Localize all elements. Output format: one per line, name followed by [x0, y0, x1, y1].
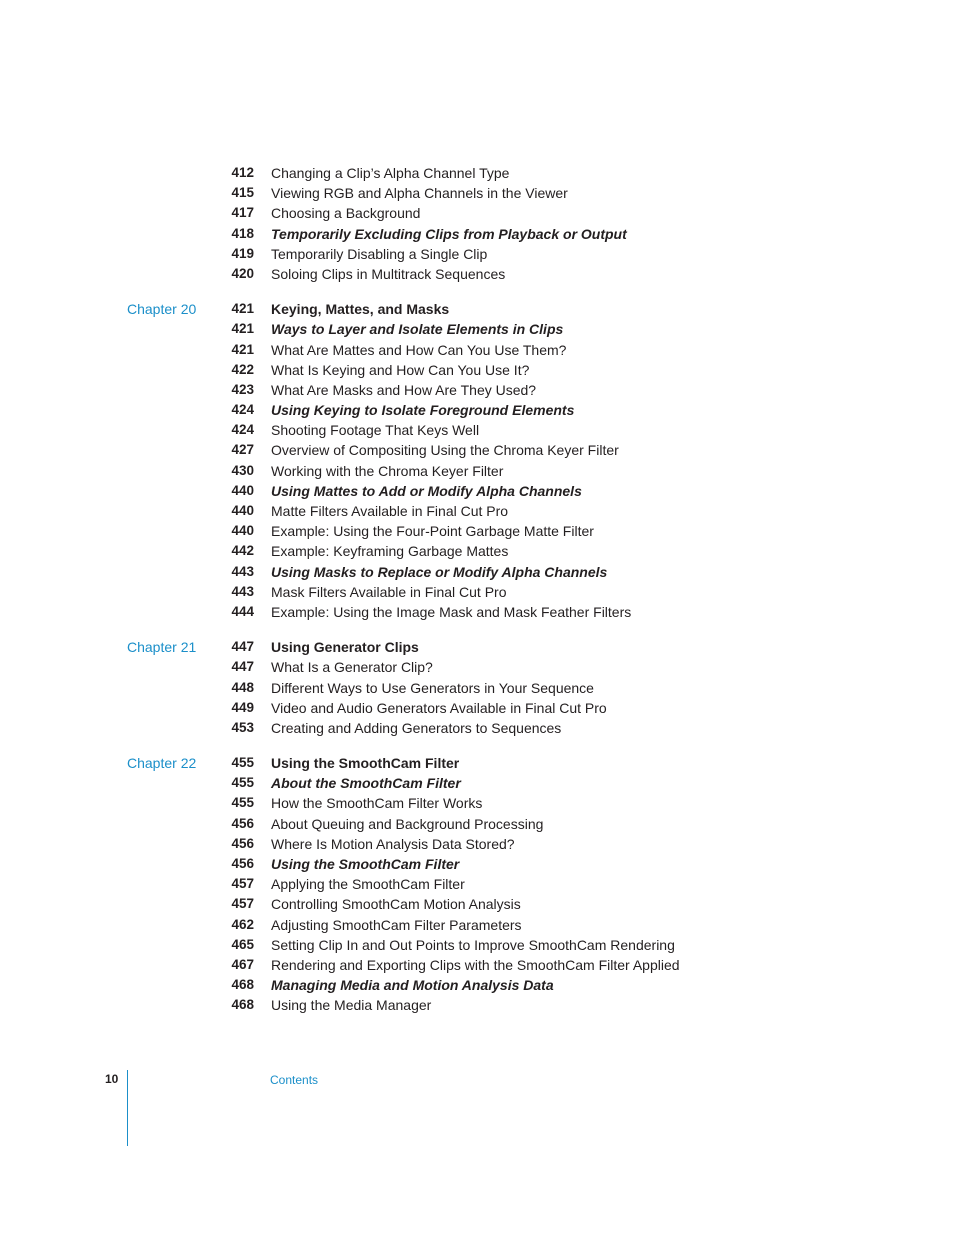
entry-title: Applying the SmoothCam Filter: [271, 876, 465, 893]
entry-title: Setting Clip In and Out Points to Improve SmoothCam Rendering: [271, 936, 675, 953]
entry-page-number: 421: [231, 341, 254, 357]
entry-page-number: 421: [231, 321, 254, 337]
entry-title: About Queuing and Background Processing: [271, 815, 544, 832]
entry-title: Overview of Compositing Using the Chroma Keyer Filter: [271, 442, 619, 459]
toc-entry[interactable]: [0, 183, 954, 203]
toc-entry[interactable]: [0, 773, 954, 793]
entry-title: Using Generator Clips: [271, 639, 419, 656]
toc-entry[interactable]: [0, 299, 954, 319]
toc-entry[interactable]: [0, 793, 954, 813]
entry-title: Shooting Footage That Keys Well: [271, 422, 480, 439]
entry-page-number: 456: [231, 815, 254, 831]
entry-page-number: 468: [231, 977, 254, 993]
toc-section: [0, 163, 954, 284]
entry-page-number: 440: [231, 523, 254, 539]
toc-entry[interactable]: [0, 562, 954, 582]
toc-entry[interactable]: [0, 501, 954, 521]
toc-entry[interactable]: [0, 319, 954, 339]
entry-title: How the SmoothCam Filter Works: [271, 795, 483, 812]
entry-title: Ways to Layer and Isolate Elements in Clips: [271, 321, 564, 338]
entry-title: Using the SmoothCam Filter: [271, 755, 460, 772]
toc-section: [0, 753, 954, 1015]
entry-page-number: 465: [231, 936, 254, 952]
entry-page-number: 423: [231, 381, 254, 397]
entry-title: Soloing Clips in Multitrack Sequences: [271, 265, 506, 282]
entry-title: What Are Mattes and How Can You Use Them?: [271, 341, 567, 358]
toc-entry[interactable]: [0, 380, 954, 400]
entry-page-number: 422: [231, 361, 254, 377]
toc-entry[interactable]: [0, 360, 954, 380]
toc-entry[interactable]: [0, 461, 954, 481]
entry-title: Temporarily Excluding Clips from Playback or Output: [271, 225, 627, 242]
entry-title: Keying, Mattes, and Masks: [271, 301, 450, 318]
entry-title: Creating and Adding Generators to Sequences: [271, 719, 562, 736]
entry-page-number: 427: [231, 442, 254, 458]
entry-page-number: 467: [231, 956, 254, 972]
entry-title: Adjusting SmoothCam Filter Parameters: [271, 916, 522, 933]
toc-entry[interactable]: [0, 264, 954, 284]
footer-section-label: Contents: [270, 1073, 319, 1087]
entry-page-number: 420: [231, 265, 254, 281]
toc-entry[interactable]: [0, 582, 954, 602]
entry-page-number: 440: [231, 482, 254, 498]
entry-page-number: 417: [231, 205, 254, 221]
toc-entry[interactable]: [0, 224, 954, 244]
table-of-contents: [0, 163, 954, 1016]
entry-page-number: 447: [231, 639, 254, 655]
toc-entry[interactable]: [0, 995, 954, 1015]
entry-page-number: 430: [231, 462, 254, 478]
chapter-label[interactable]: Chapter 22: [127, 755, 197, 772]
entry-page-number: 462: [231, 916, 254, 932]
toc-entry[interactable]: [0, 718, 954, 738]
toc-entry[interactable]: [0, 874, 954, 894]
toc-entry[interactable]: [0, 420, 954, 440]
entry-page-number: 442: [231, 543, 254, 559]
entry-title: Managing Media and Motion Analysis Data: [271, 977, 554, 994]
entry-title: Controlling SmoothCam Motion Analysis: [271, 896, 521, 913]
entry-page-number: 440: [231, 503, 254, 518]
entry-title: Changing a Clip’s Alpha Channel Type: [271, 165, 510, 181]
entry-page-number: 424: [231, 422, 254, 438]
entry-page-number: 412: [231, 165, 254, 180]
page-number: 10: [105, 1072, 119, 1086]
entry-title: Choosing a Background: [271, 205, 421, 222]
toc-entry[interactable]: [0, 400, 954, 420]
entry-title: Using the SmoothCam Filter: [271, 856, 460, 872]
toc-entry[interactable]: [0, 637, 954, 657]
entry-page-number: 455: [231, 755, 254, 771]
entry-page-number: 455: [231, 795, 254, 811]
toc-entry[interactable]: [0, 698, 954, 718]
entry-title: Using Masks to Replace or Modify Alpha Channels: [271, 563, 608, 580]
entry-title: What Is a Generator Clip?: [271, 659, 433, 676]
entry-title: Where Is Motion Analysis Data Stored?: [271, 835, 515, 852]
entry-page-number: 444: [231, 603, 254, 619]
entry-page-number: 449: [231, 699, 254, 715]
entry-title: Example: Keyframing Garbage Mattes: [271, 543, 509, 560]
entry-title: Example: Using the Image Mask and Mask Feather Filters: [271, 603, 632, 620]
entry-title: Using Mattes to Add or Modify Alpha Channels: [271, 482, 582, 499]
toc-entry[interactable]: [0, 244, 954, 264]
toc-entry[interactable]: [0, 163, 954, 183]
entry-page-number: 456: [231, 856, 254, 871]
toc-entry[interactable]: [0, 678, 954, 698]
entry-title: Example: Using the Four-Point Garbage Matte Filter: [271, 523, 594, 540]
footer-divider: [127, 1070, 128, 1146]
entry-page-number: 447: [231, 659, 254, 675]
entry-page-number: 443: [231, 563, 254, 579]
entry-page-number: 453: [231, 719, 254, 735]
entry-title: Working with the Chroma Keyer Filter: [271, 462, 504, 479]
toc-entry[interactable]: [0, 521, 954, 541]
toc-entry[interactable]: [0, 935, 954, 955]
entry-page-number: 457: [231, 876, 254, 892]
toc-entry[interactable]: [0, 541, 954, 561]
toc-entry[interactable]: [0, 602, 954, 622]
entry-page-number: 455: [231, 775, 254, 791]
entry-title: What Are Masks and How Are They Used?: [271, 381, 537, 398]
entry-title: About the SmoothCam Filter: [271, 775, 461, 792]
entry-title: What Is Keying and How Can You Use It?: [271, 361, 530, 378]
entry-title: Different Ways to Use Generators in Your Sequence: [271, 679, 594, 696]
toc-entry[interactable]: [0, 340, 954, 360]
entry-page-number: 424: [231, 402, 254, 418]
toc-entry[interactable]: [0, 975, 954, 995]
entry-page-number: 457: [231, 896, 254, 912]
entry-page-number: 443: [231, 583, 254, 599]
entry-title: Viewing RGB and Alpha Channels in the Viewer: [271, 185, 568, 202]
entry-title: Mask Filters Available in Final Cut Pro: [271, 583, 507, 600]
entry-page-number: 468: [231, 997, 254, 1013]
chapter-label[interactable]: Chapter 20: [127, 301, 197, 318]
entry-title: Video and Audio Generators Available in Final Cut Pro: [271, 699, 607, 716]
toc-entry[interactable]: [0, 894, 954, 914]
toc-entry[interactable]: [0, 203, 954, 223]
entry-page-number: 419: [231, 245, 254, 261]
toc-entry[interactable]: [0, 753, 954, 773]
entry-page-number: 418: [231, 225, 254, 241]
entry-page-number: 456: [231, 835, 254, 851]
toc-entry[interactable]: [0, 657, 954, 677]
toc-section: [0, 637, 954, 738]
toc-entry[interactable]: [0, 915, 954, 935]
entry-page-number: 448: [231, 679, 254, 695]
entry-page-number: 415: [231, 185, 254, 201]
chapter-label[interactable]: Chapter 21: [127, 639, 197, 656]
entry-page-number: 421: [231, 301, 254, 317]
toc-entry[interactable]: [0, 834, 954, 854]
entry-title: Using the Media Manager: [271, 997, 432, 1014]
entry-title: Temporarily Disabling a Single Clip: [271, 245, 488, 262]
toc-section: [0, 299, 954, 622]
toc-entry[interactable]: [0, 814, 954, 834]
toc-entry[interactable]: [0, 440, 954, 460]
toc-entry[interactable]: [0, 854, 954, 874]
entry-title: Rendering and Exporting Clips with the SmoothCam Filter Applied: [271, 956, 680, 973]
toc-entry[interactable]: [0, 955, 954, 975]
toc-entry[interactable]: [0, 481, 954, 501]
entry-title: Matte Filters Available in Final Cut Pro: [271, 503, 509, 519]
entry-title: Using Keying to Isolate Foreground Elements: [271, 402, 575, 419]
